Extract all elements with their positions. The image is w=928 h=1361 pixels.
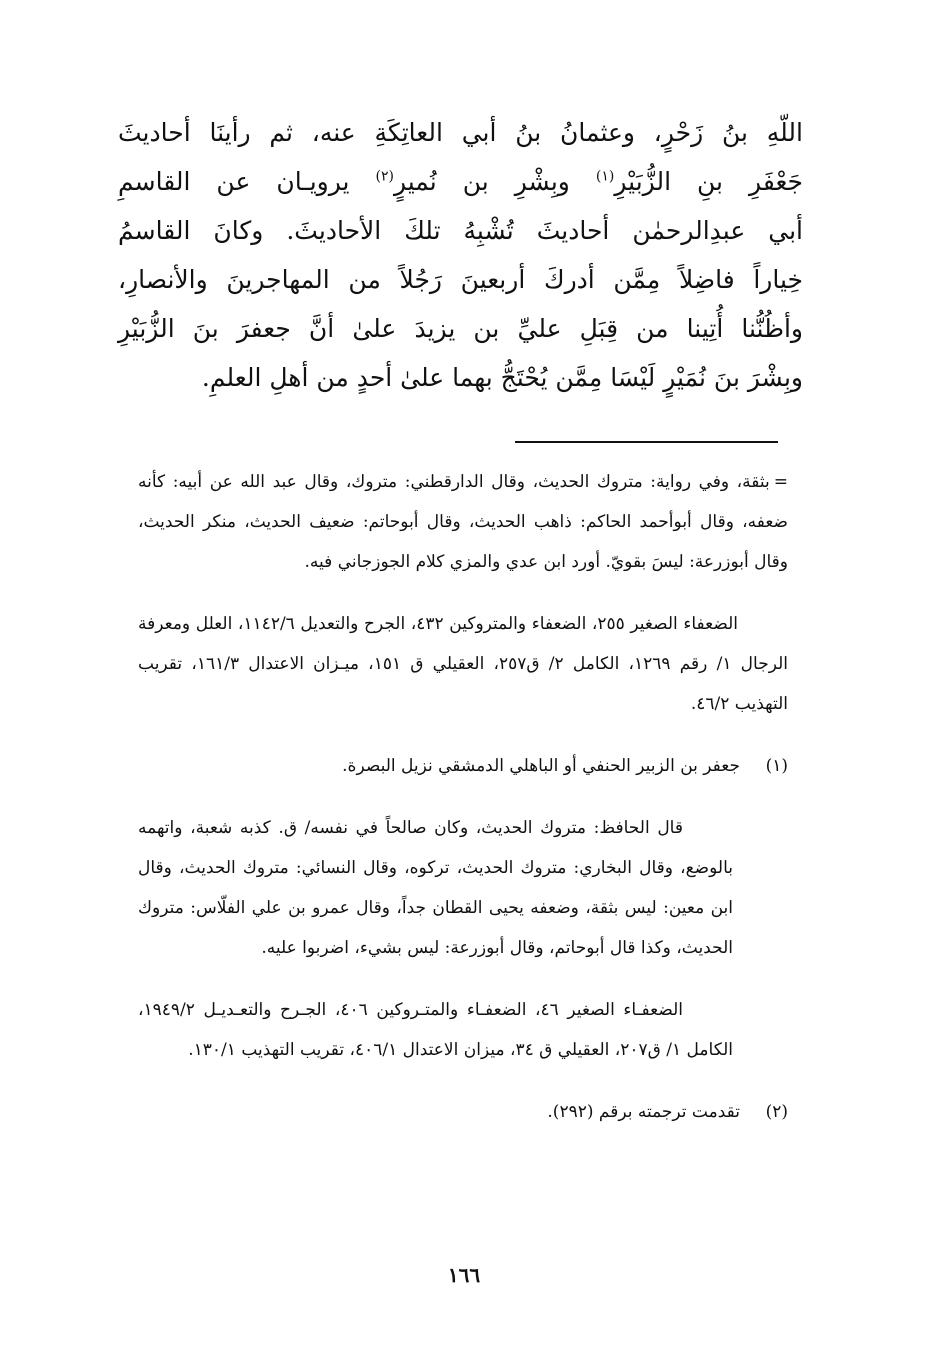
- footnote-2-number: (٢): [765, 1102, 788, 1122]
- footnote-1: [138, 746, 788, 786]
- main-line-4: خِياراً فاضِلاً مِمَّن أدركَ أربعينَ رَجُلاً من المهاجرينَ والأنصارِ،: [118, 265, 803, 294]
- footnote-ref-1[interactable]: (١): [595, 168, 615, 185]
- main-line-2-part-1: جَعْفَرِ بنِ الزُّبَيْرِ: [614, 167, 803, 196]
- footnotes: [138, 462, 788, 1154]
- continuation-mark: =: [773, 472, 788, 492]
- main-line-1: اللّهِ بنُ زَحْرٍ، وعثمانُ بنُ أبي العاتِكَةِ عنه، ثم رأينَا أحاديثَ: [118, 118, 803, 147]
- page-number: ١٦٦: [447, 1263, 481, 1287]
- footnote-separator: [515, 441, 778, 443]
- footnote-continuation: [138, 462, 788, 582]
- main-line-6: وبِشْرَ بنَ نُمَيْرٍ لَيْسَا مِمَّن يُحْتَجُّ بهما علىٰ أحدٍ من أهلِ العلمِ.: [201, 363, 803, 392]
- footnote-2-text: تقدمت ترجمته برقم (٢٩٢).: [547, 1102, 740, 1122]
- footnote-1-number: (١): [765, 756, 788, 776]
- footnote-ref-2[interactable]: (٢): [375, 168, 394, 185]
- footnote-1-details: قال الحافظ: متروك الحديث، وكان صالحاً في نفسه/ ق. كذبه شعبة، واتهمه بالوضع، وقال البخاري: متروك الحديث، تركوه، وقال النسائي: متروك الحديث، وقال ابن معين: ليس بثقة، وضعفه يحيى القطان جداً، وقال عمرو بن علي الفلّاس: متروك الحديث، وكذا قال أبوحاتم، وقال أبوزرعة: ليس بشيء، اضربوا عليه.: [138, 818, 733, 958]
- footnote-1-sources: الضعفـاء الصغير ٤٦، الضعفـاء والمتـروكين ٤٠٦، الجـرح والتعـديـل ١٩٤٩/٢، الكامل ١/ ق٢٠٧، العقيلي ق ٣٤، ميزان الاعتدال ٤٠٦/١، تقريب التهذيب ١٣٠/١.: [138, 1000, 733, 1060]
- footnote-1-text: جعفر بن الزبير الحنفي أو الباهلي الدمشقي نزيل البصرة.: [342, 756, 740, 776]
- footnote-2: [138, 1092, 788, 1132]
- main-line-2-part-3: يرويـان عن القاسمِ: [118, 167, 350, 196]
- main-line-2: [118, 157, 803, 206]
- footnote-continuation-text: بثقة، وفي رواية: متروك الحديث، وقال الدارقطني: متروك، وقال عبد الله عن أبيه: كأنه ضعفه، وقال أبوأحمد الحاكم: ذاهب الحديث، وقال أبوحاتم: ضعيف الحديث، منكر الحديث، وقال أبوزرعة: ليسَ بقويّ. أورد ابن عدي والمزي كلام الجوزجاني فيه.: [138, 472, 788, 572]
- main-line-5: وأظُنُّنا أُتِينا من قِبَلِ عليِّ بن يزيدَ علىٰ أنَّ جعفرَ بنَ الزُّبَيْرِ: [118, 314, 803, 343]
- main-text: [118, 108, 803, 402]
- main-line-3: أبي عبدِالرحمٰن أحاديثَ تُشْبِهُ تلكَ الأحاديثَ. وكانَ القاسمُ: [118, 216, 803, 245]
- footnote-continuation-sources: الضعفاء الصغير ٢٥٥، الضعفاء والمتروكين ٤٣٢، الجرح والتعديل ١١٤٢/٦، العلل ومعرفة الرجال ١/ رقم ١٢٦٩، الكامل ٢/ ق٢٥٧، العقيلي ق ١٥١، ميـزان الاعتدال ١٦١/٣، تقريب التهذيب ٤٦/٢.: [138, 614, 788, 714]
- main-line-2-part-2: وبِشْرِ بن نُميرٍ: [393, 167, 570, 196]
